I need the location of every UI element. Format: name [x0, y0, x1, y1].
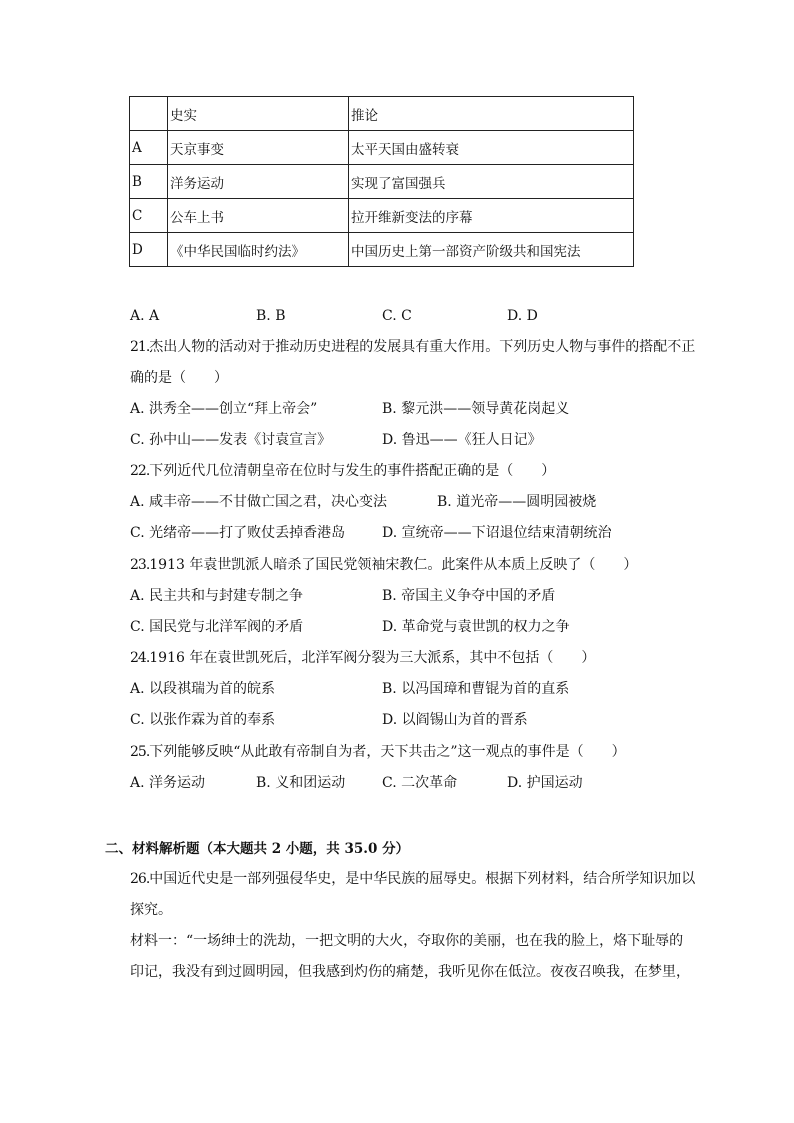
- q20-option-d: D. D: [507, 308, 538, 324]
- table-cell: B: [130, 165, 168, 199]
- q26-number: 26.: [130, 871, 150, 887]
- q21-option-b: B. 黎元洪——领导黄花岗起义: [382, 401, 570, 417]
- q22-stem-line-1: [130, 461, 555, 481]
- q25-number: 25.: [130, 744, 150, 760]
- table-cell: 实现了富国强兵: [349, 165, 634, 199]
- q24-option-b: B. 以冯国璋和曹锟为首的直系: [382, 681, 570, 697]
- q22-option-b: B. 道光帝——圆明园被烧: [437, 494, 597, 510]
- q21-stem-line-1: [130, 337, 695, 357]
- q22-stem-text: 下列近代几位清朝皇帝在位时与发生的事件搭配正确的是（ ）: [149, 463, 556, 479]
- table-cell: C: [130, 199, 168, 233]
- q26-stem-text: 中国近代史是一部列强侵华史，是中华民族的屈辱史。根据下列材料，结合所学知识加以: [149, 871, 696, 887]
- table-header-cell: 史实: [168, 97, 349, 131]
- q23-number: 23.: [130, 557, 150, 573]
- q24-stem-line-1: [130, 648, 595, 668]
- table-cell: 拉开维新变法的序幕: [349, 199, 634, 233]
- table-cell: 公车上书: [168, 199, 349, 233]
- table-cell: 太平天国由盛转衰: [349, 131, 634, 165]
- q25-stem-text: 下列能够反映“从此敢有帝制自为者，天下共击之”这一观点的事件是（ ）: [149, 744, 626, 760]
- table-cell: 《中华民国临时约法》: [168, 233, 349, 267]
- q22-option-d: D. 宣统帝——下诏退位结束清朝统治: [382, 525, 612, 541]
- q25-option-c: C. 二次革命: [382, 775, 458, 791]
- table-header-row: [130, 97, 634, 131]
- q25-stem-line-1: [130, 742, 626, 762]
- table-row: [130, 165, 634, 199]
- q24-stem-text: 1916 年在袁世凯死后，北洋军阀分裂为三大派系，其中不包括（ ）: [149, 650, 596, 666]
- historical-facts-table: [129, 96, 634, 267]
- q26-stem-line-1: [130, 869, 695, 889]
- q23-stem-text: 1913 年袁世凯派人暗杀了国民党领袖宋教仁。此案件从本质上反映了（ ）: [149, 557, 638, 573]
- table-cell: A: [130, 131, 168, 165]
- q22-number: 22.: [130, 463, 150, 479]
- q22-option-c: C. 光绪帝——打了败仗丢掉香港岛: [130, 525, 346, 541]
- q23-option-d: D. 革命党与袁世凯的权力之争: [382, 619, 570, 635]
- q23-option-b: B. 帝国主义争夺中国的矛盾: [382, 588, 556, 604]
- table-cell: 天京事变: [168, 131, 349, 165]
- q20-option-c: C. C: [382, 308, 412, 324]
- table-cell: 中国历史上第一部资产阶级共和国宪法: [349, 233, 634, 267]
- q23-option-c: C. 国民党与北洋军阀的矛盾: [130, 619, 304, 635]
- q23-option-a: A. 民主共和与封建专制之争: [130, 588, 304, 604]
- q21-option-c: C. 孙中山——发表《讨袁宣言》: [130, 432, 332, 448]
- q24-option-d: D. 以阎锡山为首的晋系: [382, 712, 528, 728]
- q24-option-c: C. 以张作霖为首的奉系: [130, 712, 276, 728]
- q25-option-b: B. 义和团运动: [256, 775, 346, 791]
- q25-option-a: A. 洋务运动: [130, 775, 206, 791]
- q21-stem-text: 杰出人物的活动对于推动历史进程的发展具有重大作用。下列历史人物与事件的搭配不正: [149, 339, 696, 355]
- q26-material-line-2: 印记，我没有到过圆明园，但我感到灼伤的痛楚，我听见你在低泣。夜夜召唤我，在梦里，: [130, 964, 690, 980]
- table-row: [130, 199, 634, 233]
- q20-option-a: A. A: [130, 308, 160, 324]
- table-header-cell: 推论: [349, 97, 634, 131]
- q21-number: 21.: [130, 339, 150, 355]
- q23-stem-line-1: [130, 555, 637, 575]
- table-row: [130, 131, 634, 165]
- q25-option-d: D. 护国运动: [507, 775, 583, 791]
- q24-number: 24.: [130, 650, 150, 666]
- table-header-cell: [130, 97, 168, 131]
- section-2-heading: 二、材料解析题（本大题共 2 小题，共 35.0 分）: [105, 841, 410, 857]
- q21-option-a: A. 洪秀全——创立“拜上帝会”: [130, 401, 318, 417]
- table-row: [130, 233, 634, 267]
- table-cell: 洋务运动: [168, 165, 349, 199]
- q26-stem-line-2: 探究。: [130, 902, 172, 918]
- q20-option-b: B. B: [256, 308, 286, 324]
- q21-stem-line-2: 确的是（ ）: [130, 370, 228, 386]
- q21-option-d: D. 鲁迅——《狂人日记》: [382, 432, 542, 448]
- table-cell: D: [130, 233, 168, 267]
- q24-option-a: A. 以段祺瑞为首的皖系: [130, 681, 276, 697]
- q22-option-a: A. 咸丰帝——不甘做亡国之君，决心变法: [130, 494, 388, 510]
- q26-material-line-1: 材料一：“一场绅士的洗劫，一把文明的大火，夺取你的美丽，也在我的脸上，烙下耻辱的: [130, 933, 684, 949]
